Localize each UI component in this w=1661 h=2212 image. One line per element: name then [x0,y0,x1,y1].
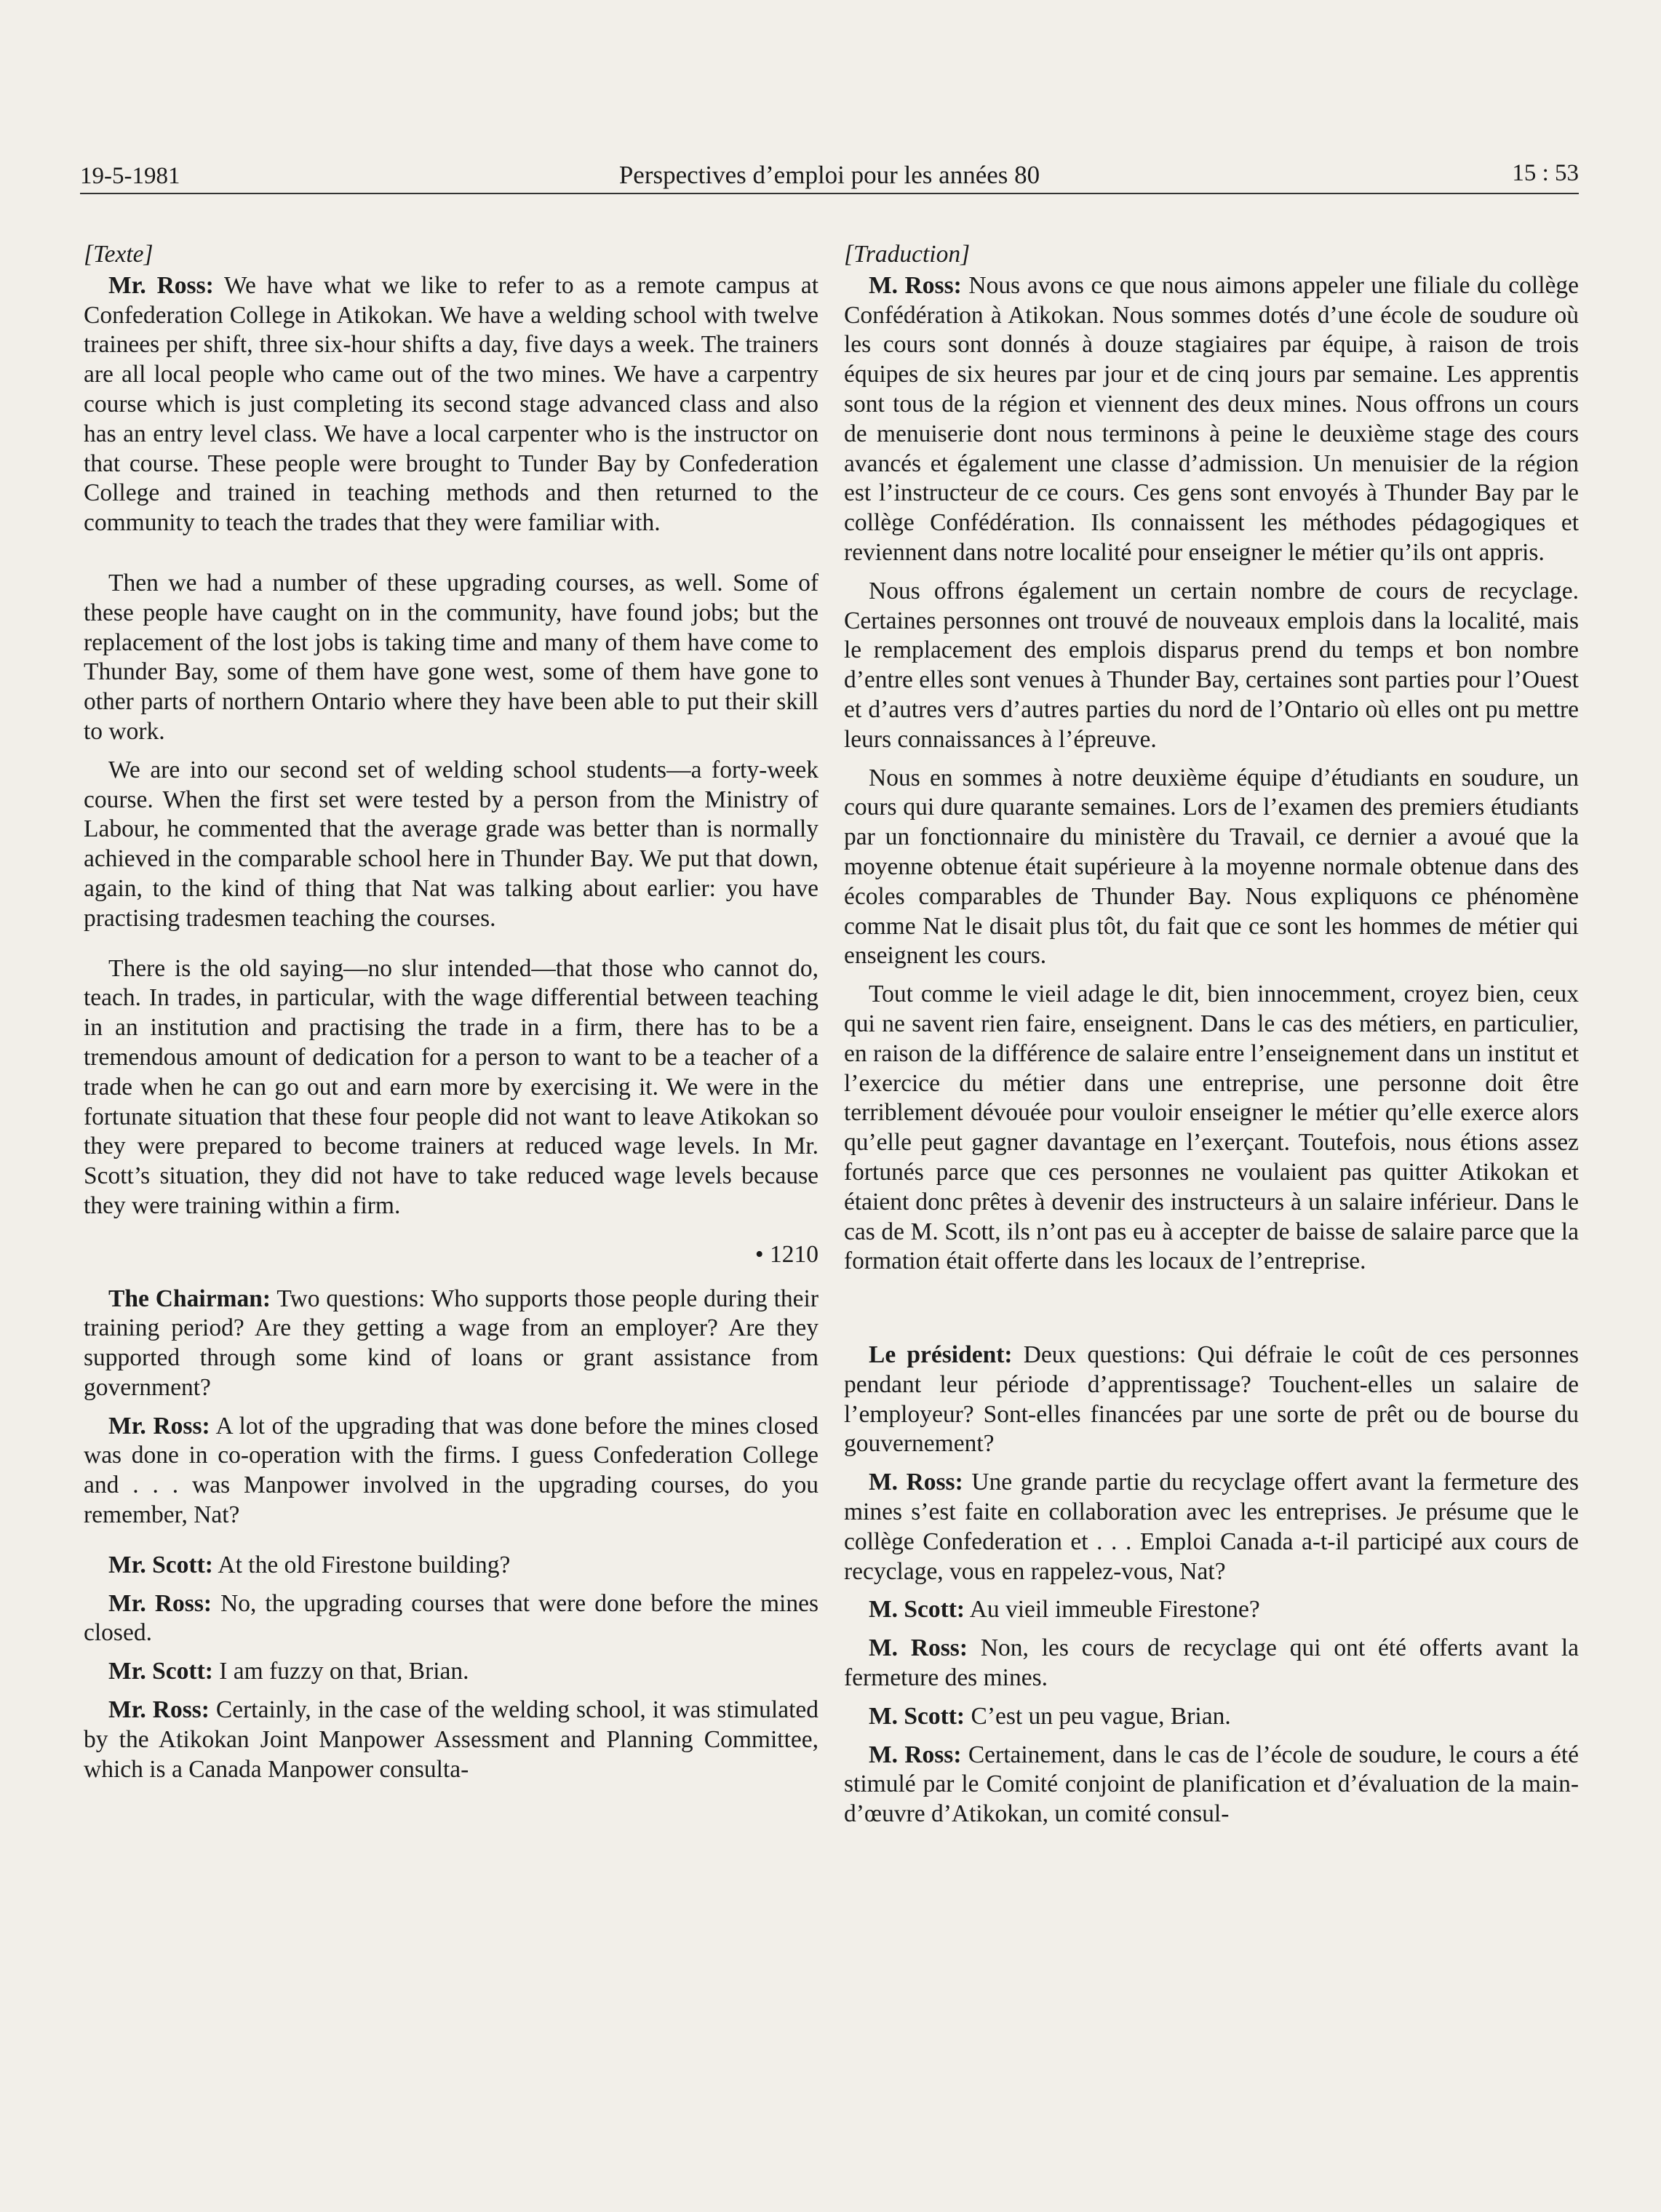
paragraph [84,1589,818,1649]
speaker: M. Ross: [869,271,962,299]
paragraph-text: Certainly, in the case of the welding school, it was stimulated by the Atikokan Joint Manpower Assessment and Planning Committee, which is a Canada Manpower consulta- [84,1696,818,1783]
speaker: Mr. Ross: [108,271,214,299]
paragraph [844,271,1579,568]
speaker: Mr. Scott: [108,1658,213,1685]
column-tag: [Traduction] [844,241,971,268]
paragraph-text: We have what we like to refer to as a remote campus at Confederation College in Atikokan. We have a welding school with twelve trainees per shift, three six-hour shifts a day, five days a week. The trainers are all local people who came out of the two mines. We have a carpentry course which is just completing its second stage advanced class and also has an entry level class. We have a local carpenter who is the instructor on that course. These people were brought to Tunder Bay by Confederation College and trained in teaching methods and then returned to the community to teach the trades that they were familiar with. [84,271,818,537]
speaker: M. Ross: [869,1469,963,1496]
paragraph-text: Then we had a number of these upgrading courses, as well. Some of these people have caught on in the community, have found jobs; but the replacement of the lost jobs is taking time and many of them have come to Thunder Bay, some of them have gone west, some of them have gone to other parts of northern Ontario where they have been able to put their skill to work. [84,569,818,745]
paragraph [844,980,1579,1277]
speaker: Le président: [869,1341,1013,1369]
header-page-number: 15 : 53 [1512,160,1579,186]
paragraph [844,1634,1579,1693]
time-marker: • 1210 [754,1240,818,1268]
paragraph [84,569,818,747]
paragraph-text: No, the upgrading courses that were done before the mines closed. [84,1589,818,1647]
header-date: 19-5-1981 [80,163,180,189]
paragraph-text: Deux questions: Qui défraie le coût de ces personnes pendant leur période d’apprentissage? Touchent-elles un salaire de l’employeur? Sont-elles financées par une sorte de prêt ou de bourse du gouvernement? [844,1341,1579,1458]
paragraph [84,271,818,538]
paragraph [84,1285,818,1403]
paragraph [844,1468,1579,1586]
speaker: M. Ross: [869,1741,962,1768]
paragraph-text: Au vieil immeuble Firestone? [965,1596,1260,1624]
paragraph-text: We are into our second set of welding school students—a forty-week course. When the first set were tested by a person from the Ministry of Labour, he commented that the average grade was better than is normally achieved in the comparable school here in Thunder Bay. We put that down, again, to the kind of thing that Nat was talking about earlier: you have practising tradesmen teaching the courses. [84,756,818,932]
paragraph-text: Certainement, dans le cas de l’école de soudure, le cours a été stimulé par le Comité conjoint de planification et d’évaluation de la main-d’œuvre d’Atikokan, un comité consul- [844,1741,1580,1828]
paragraph [844,577,1579,755]
paragraph-text: I am fuzzy on that, Brian. [212,1658,469,1685]
paragraph-text: At the old Firestone building? [212,1551,511,1578]
column-tag: [Texte] [84,241,154,268]
paragraph-text: Two questions: Who supports those people during their training period? Are they getting a wage from an employer? Are they supported through some kind of loans or grant assistance from government? [84,1285,818,1401]
paragraph [84,954,818,1221]
page-header [80,149,1579,194]
english-column [84,240,818,1793]
paragraph [844,1741,1579,1829]
paragraph-text: Nous avons ce que nous aimons appeler une filiale du collège Confédération à Atikokan. Nous sommes dotés d’une école de soudure où les cours sont donnés à douze stagiaires par équipe, à raison de trois équipes de six heures par jour et de cinq jours par semaine. Les apprentis sont tous de la région et viennent des deux mines. Nous offrons un cours de menuiserie dont nous terminons à peine le deuxième stage des cours avancés et également une classe d’admission. Un menuisier de la région est l’instructeur de ce cours. Ces gens sont envoyés à Thunder Bay par le collège Confédération. Ils connaissent les méthodes pédagogiques et reviennent dans notre localité pour enseigner le métier qu’ils ont appris. [844,271,1579,566]
paragraph [844,1341,1579,1459]
paragraph-text: Tout comme le vieil adage le dit, bien innocemment, croyez bien, ceux qui ne savent rien faire, enseignent. Dans le cas des métiers, en particulier, en raison de la différence de salaire entre l’enseignement dans un institut et l’exercice du métier dans une entreprise, une personne doit être terriblement dévouée pour vouloir enseigner le métier qu’elle exerce alors qu’elle peut gagner davantage en l’exerçant. Toutefois, nous étions assez fortunés parce que ces personnes ne voulaient pas quitter Atikokan et étaient donc prêtes à devenir des instructeurs à un salaire inférieur. Dans le cas de M. Scott, ils n’ont pas eu à accepter de baisse de salaire parce que la formation était offerte dans les locaux de l’entreprise. [844,981,1579,1275]
paragraph-text: A lot of the upgrading that was done before the mines closed was done in co-operation with the firms. I guess Confederation College and . . . was Manpower involved in the upgrading courses, do you remember, Nat? [84,1412,818,1529]
speaker: Mr. Ross: [108,1412,210,1440]
speaker: M. Scott: [869,1596,965,1624]
speaker: Mr. Scott: [108,1551,213,1578]
paragraph-text: There is the old saying—no slur intended—that those who cannot do, teach. In trades, in particular, with the wage differential between teaching in an institution and practising the trade in a firm, there has to be a tremendous amount of dedication for a person to want to be a teacher of a trade when he can go out and earn more by exercising it. We were in the fortunate situation that these four people did not want to leave Atikokan so they were prepared to become trainers at reduced wage levels. In Mr. Scott’s situation, they did not have to take reduced wage levels because they were training within a firm. [84,954,818,1219]
paragraph-text: Nous offrons également un certain nombre de cours de recyclage. Certaines personnes ont trouvé de nouveaux emplois dans la localité, mais le remplacement des emplois disparus prend du temps et bon nombre d’entre elles sont venues à Thunder Bay, certaines sont parties pour l’Ouest et d’autres vers d’autres parties du nord de l’Ontario où elles ont pu mettre leurs connaissances à l’épreuve. [844,577,1579,753]
paragraph-text: Une grande partie du recyclage offert avant la fermeture des mines s’est faite en collaboration avec les entreprises. Je présume que le collège Confederation et . . . Emploi Canada a-t-il participé aux cours de recyclage, vous en rappelez-vous, Nat? [844,1469,1579,1585]
speaker: M. Scott: [869,1702,965,1730]
paragraph-text: Nous en sommes à notre deuxième équipe d’étudiants en soudure, un cours qui dure quarante semaines. Lors de l’examen des premiers étudiants par un fonctionnaire du ministère du Travail, ce dernier a avoué que la moyenne obtenue était supérieure à la moyenne normale obtenue dans des écoles comparables de Thunder Bay. Nous expliquons ce phénomène comme Nat le disait plus tôt, du fait que ce sont les hommes de métier qui enseignent les cours. [844,764,1579,970]
paragraph [844,764,1579,972]
paragraph [84,1412,818,1530]
paragraph [84,1551,818,1581]
paragraph [84,1657,818,1687]
paragraph [844,1595,1579,1625]
paragraph [84,1696,818,1784]
french-column [844,240,1579,1838]
header-title: Perspectives d’emploi pour les années 80 [618,161,1040,189]
paragraph [84,756,818,934]
paragraph [844,1702,1579,1732]
header-rule [80,193,1579,194]
paragraph-text: C’est un peu vague, Brian. [965,1702,1231,1730]
speaker: Mr. Ross: [108,1589,212,1617]
speaker: M. Ross: [869,1634,968,1662]
speaker: The Chairman: [108,1285,271,1312]
speaker: Mr. Ross: [108,1696,210,1724]
paragraph-text: Non, les cours de recyclage qui ont été offerts avant la fermeture des mines. [844,1634,1579,1692]
